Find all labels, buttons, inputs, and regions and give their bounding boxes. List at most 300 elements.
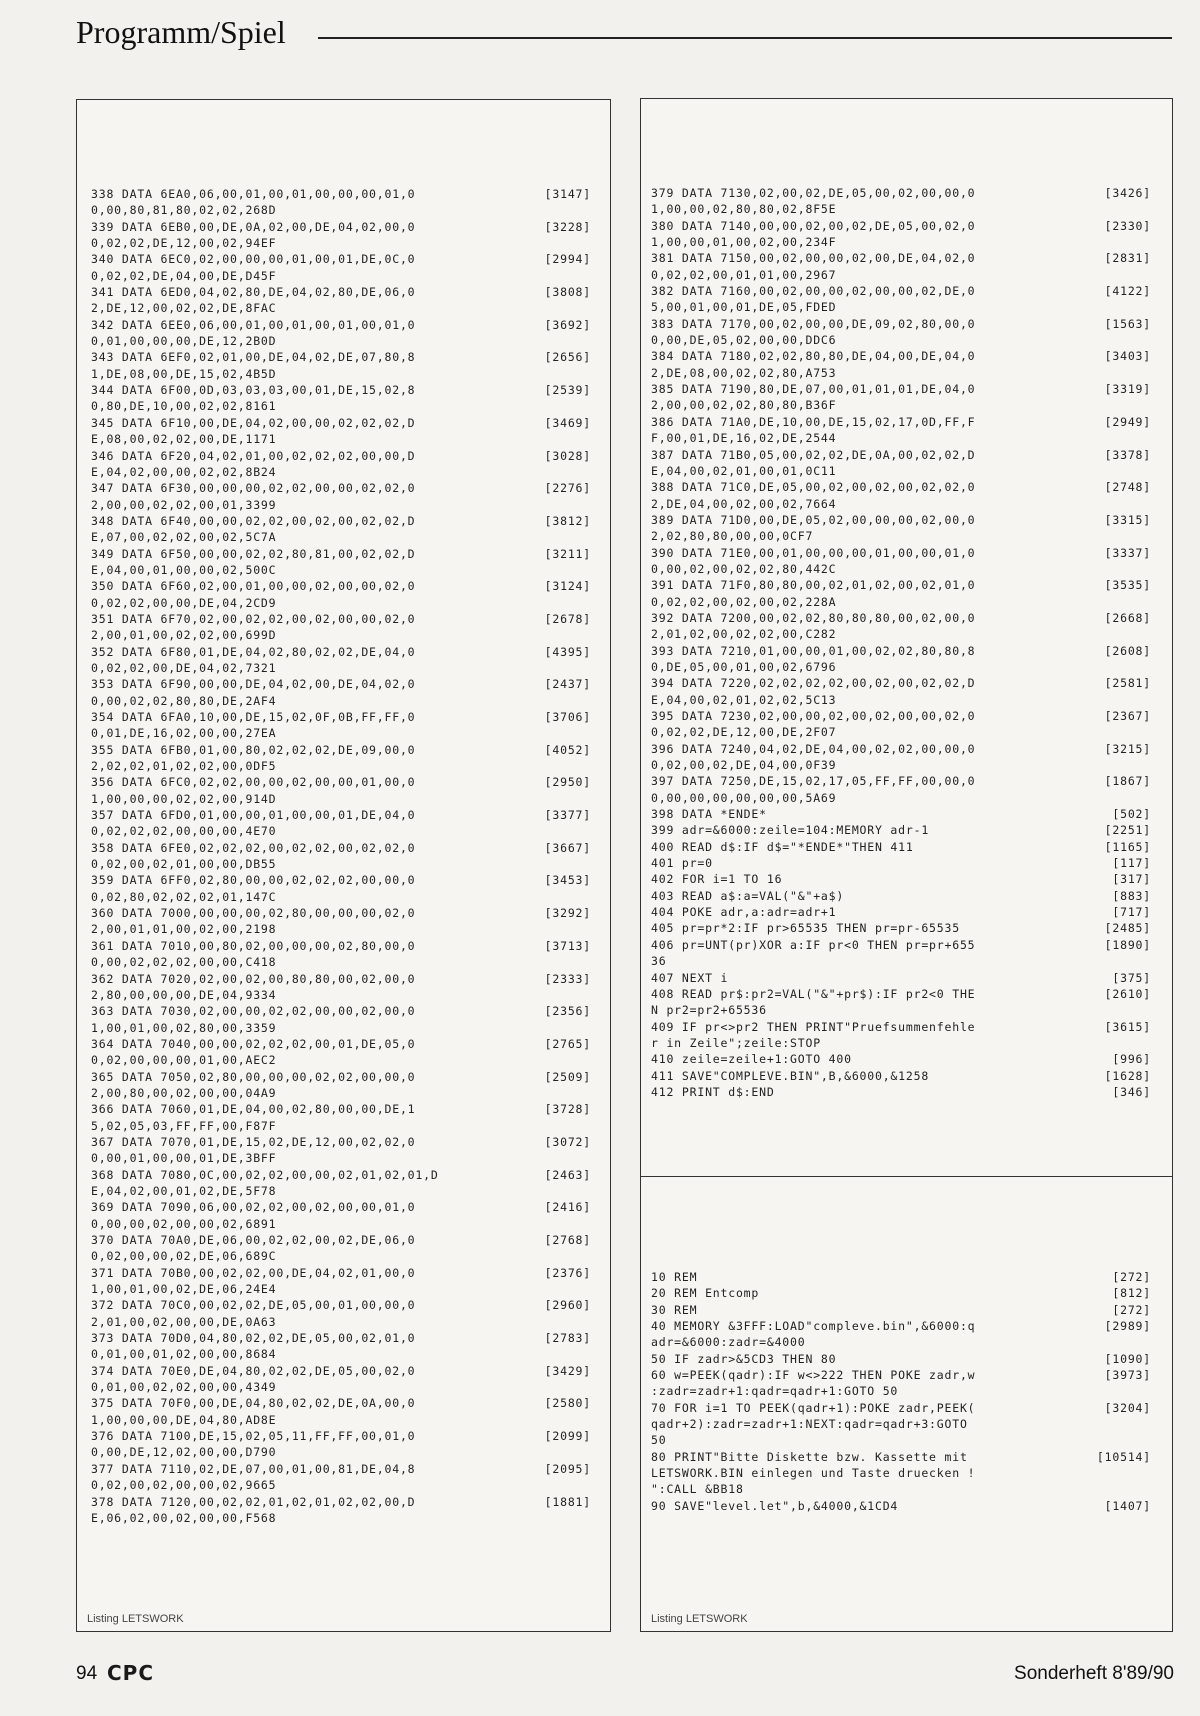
listing-line-code: 2,01,00,02,00,00,DE,0A63 xyxy=(91,1314,277,1329)
listing-line-checksum: [2678] xyxy=(544,611,591,626)
listing-line xyxy=(91,448,591,464)
listing-line-code: E,04,00,01,00,00,02,500C xyxy=(91,562,277,577)
listing-line-code: 2,00,80,00,02,00,00,04A9 xyxy=(91,1085,277,1100)
listing-line-code: 5,02,05,03,FF,FF,00,F87F xyxy=(91,1118,277,1133)
listing-line-code: 389 DATA 71D0,00,DE,05,02,00,00,00,02,00,0 xyxy=(651,512,976,527)
listing-line-checksum: [3706] xyxy=(544,710,591,724)
listing-caption-left: Listing LETSWORK xyxy=(87,1613,184,1625)
listing-line xyxy=(91,725,591,741)
listing-line xyxy=(91,300,591,316)
listing-line-code: 0,02,00,02,00,00,02,9665 xyxy=(91,1478,277,1493)
listing-line-code: 0,02,02,00,01,01,00,2967 xyxy=(651,267,837,282)
listing-line-code: E,04,02,00,01,02,DE,5F78 xyxy=(91,1183,277,1198)
listing-line xyxy=(651,724,1151,740)
listing-line-code: 371 DATA 70B0,00,02,02,00,DE,04,02,01,00,0 xyxy=(91,1265,416,1280)
listing-line-code: 0,00,00,02,00,00,02,6891 xyxy=(91,1216,277,1231)
listing-line-code: 342 DATA 6EE0,06,00,01,00,01,00,01,00,01,0 xyxy=(91,317,416,332)
listing-line-code: 391 DATA 71F0,80,80,00,02,01,02,00,02,01,0 xyxy=(651,578,976,593)
listing-line xyxy=(91,1395,591,1411)
listing-line-code: 10 REM xyxy=(651,1270,698,1284)
listing-line xyxy=(651,806,1151,822)
listing-line xyxy=(91,1052,591,1068)
listing-line xyxy=(91,464,591,480)
listing-line-code: 363 DATA 7030,02,00,00,02,02,00,00,02,00,0 xyxy=(91,1004,416,1019)
listing-line xyxy=(651,871,1151,887)
listing-line-checksum: [1890] xyxy=(1104,937,1151,952)
listing-line-checksum: [2668] xyxy=(1104,610,1151,625)
listing-line-checksum: [502] xyxy=(1112,807,1151,822)
listing-line xyxy=(91,431,591,447)
listing-line-code: 60 w=PEEK(qadr):IF w<>222 THEN POKE zadr,w xyxy=(651,1368,976,1383)
listing-line-code: 0,02,02,00,DE,04,02,7321 xyxy=(91,660,277,675)
listing-line-code: 345 DATA 6F10,00,DE,04,02,00,00,02,02,02,D xyxy=(91,415,416,430)
listing-line-checksum: [3215] xyxy=(1104,741,1151,756)
listing-line-code: 406 pr=UNT(pr)XOR a:IF pr<0 THEN pr=pr+655 xyxy=(651,937,976,952)
listing-line xyxy=(91,1216,591,1232)
listing-line xyxy=(91,1265,591,1281)
listing-line-code: 1,00,01,00,02,80,00,3359 xyxy=(91,1020,277,1035)
listing-line xyxy=(651,675,1151,691)
listing-line-checksum: [3403] xyxy=(1104,349,1151,364)
listing-line xyxy=(651,545,1151,561)
listing-line-code: 0,00,02,00,02,02,80,442C xyxy=(651,561,837,576)
listing-line xyxy=(91,921,591,937)
listing-line xyxy=(91,889,591,905)
listing-line-code: 80 PRINT"Bitte Diskette bzw. Kassette mit xyxy=(651,1449,968,1464)
listing-line-checksum: [3147] xyxy=(544,187,591,201)
listing-line xyxy=(651,267,1151,283)
listing-line xyxy=(91,1150,591,1166)
listing-line-code: 1,00,01,00,02,DE,06,24E4 xyxy=(91,1282,277,1297)
listing-line-checksum: [375] xyxy=(1112,970,1151,985)
listing-line xyxy=(91,1477,591,1493)
listing-line xyxy=(91,382,591,398)
listing-line xyxy=(91,202,591,218)
listing-line-code: 356 DATA 6FC0,02,02,00,00,02,00,00,01,00,0 xyxy=(91,775,416,790)
listing-line xyxy=(651,1051,1151,1067)
listing-line-code: 0,00,02,02,80,80,DE,2AF4 xyxy=(91,693,277,708)
listing-line-code: 400 READ d$:IF d$="*ENDE*"THEN 411 xyxy=(651,839,914,854)
listing-line xyxy=(651,1019,1151,1035)
listing-line xyxy=(91,219,591,235)
listing-line-checksum: [2509] xyxy=(544,1069,591,1084)
listing-line xyxy=(651,1416,1151,1432)
listing-line-code: 396 DATA 7240,04,02,DE,04,00,02,02,00,00,0 xyxy=(651,741,976,756)
listing-line xyxy=(651,348,1151,364)
listing-line xyxy=(91,987,591,1003)
listing-line xyxy=(651,1498,1151,1514)
listing-line xyxy=(651,1035,1151,1051)
listing-line-checksum: [4395] xyxy=(544,644,591,659)
listing-line xyxy=(651,316,1151,332)
listing-line xyxy=(651,218,1151,234)
listing-line xyxy=(651,1481,1151,1497)
listing-line-checksum: [1867] xyxy=(1104,774,1151,789)
listing-line xyxy=(91,1363,591,1379)
listing-line-checksum: [2580] xyxy=(544,1396,591,1411)
listing-line xyxy=(91,578,591,594)
listing-line-code: 412 PRINT d$:END xyxy=(651,1084,775,1099)
listing-line-checksum: [717] xyxy=(1112,905,1151,920)
listing-line xyxy=(651,953,1151,969)
listing-line-checksum: [3426] xyxy=(1104,186,1151,200)
listing-line-checksum: [812] xyxy=(1112,1286,1151,1301)
listing-line-checksum: [2095] xyxy=(544,1461,591,1476)
listing-line-code: 404 POKE adr,a:adr=adr+1 xyxy=(651,905,837,920)
listing-line xyxy=(91,905,591,921)
listing-line-code: :zadr=zadr+1:qadr=qadr+1:GOTO 50 xyxy=(651,1384,899,1399)
listing-line xyxy=(651,1465,1151,1481)
listing-line-code: LETSWORK.BIN einlegen und Taste druecken ! xyxy=(651,1466,976,1481)
listing-line xyxy=(91,1134,591,1150)
listing-line-code: 366 DATA 7060,01,DE,04,00,02,80,00,00,DE,1 xyxy=(91,1102,416,1117)
listing-line xyxy=(91,1085,591,1101)
listing-panel-entcomp xyxy=(640,1176,1173,1632)
listing-line-code: 0,00,DE,12,02,00,00,D790 xyxy=(91,1445,277,1460)
listing-line-code: 338 DATA 6EA0,06,00,01,00,01,00,00,00,01,0 xyxy=(91,187,416,201)
listing-line xyxy=(91,644,591,660)
listing-line-code: 377 DATA 7110,02,DE,07,00,01,00,81,DE,04,8 xyxy=(91,1461,416,1476)
listing-line xyxy=(91,497,591,513)
listing-line-code: 402 FOR i=1 TO 16 xyxy=(651,872,783,887)
listing-line-code: 2,01,02,00,02,02,00,C282 xyxy=(651,627,837,642)
listing-line-code: 70 FOR i=1 TO PEEK(qadr+1):POKE zadr,PEEK( xyxy=(651,1400,976,1415)
listing-line-checksum: [117] xyxy=(1112,856,1151,871)
listing-line xyxy=(91,611,591,627)
page-number: 94 xyxy=(76,1663,98,1684)
listing-line-checksum: [3124] xyxy=(544,579,591,594)
listing-line xyxy=(651,970,1151,986)
listing-line-code: 370 DATA 70A0,DE,06,00,02,02,00,02,DE,06,0 xyxy=(91,1233,416,1247)
listing-line-checksum: [1563] xyxy=(1104,316,1151,331)
listing-line xyxy=(651,463,1151,479)
listing-line-code: 36 xyxy=(651,954,667,969)
listing-line-code: F,00,01,DE,16,02,DE,2544 xyxy=(651,431,837,446)
listing-line-code: 367 DATA 7070,01,DE,15,02,DE,12,00,02,02,0 xyxy=(91,1134,416,1149)
listing-line xyxy=(91,823,591,839)
listing-line xyxy=(651,234,1151,250)
listing-line-code: 1,DE,08,00,DE,15,02,4B5D xyxy=(91,366,277,381)
listing-line xyxy=(91,1444,591,1460)
listing-line-code: 398 DATA *ENDE* xyxy=(651,807,767,822)
listing-panel-right xyxy=(640,98,1173,1178)
listing-line xyxy=(651,839,1151,855)
listing-line-code: 388 DATA 71C0,DE,05,00,02,00,02,00,02,02,0 xyxy=(651,480,976,495)
listing-line-checksum: [996] xyxy=(1112,1052,1151,1067)
listing-line-code: 409 IF pr<>pr2 THEN PRINT"Pruefsummenfehle xyxy=(651,1019,976,1034)
listing-line-code: 0,80,DE,10,00,02,02,8161 xyxy=(91,399,277,414)
listing-line-code: 0,02,02,02,00,00,00,4E70 xyxy=(91,824,277,839)
listing-line xyxy=(651,986,1151,1002)
listing-line xyxy=(91,1379,591,1395)
listing-line-checksum: [2656] xyxy=(544,350,591,365)
listing-line-code: 383 DATA 7170,00,02,00,00,DE,09,02,80,00,0 xyxy=(651,316,976,331)
listing-line xyxy=(651,692,1151,708)
listing-line-code: 390 DATA 71E0,00,01,00,00,00,01,00,00,01,0 xyxy=(651,545,976,560)
listing-line-checksum: [2539] xyxy=(544,383,591,398)
listing-line xyxy=(651,496,1151,512)
listing-line-code: 2,00,01,01,00,02,00,2198 xyxy=(91,922,277,937)
listing-line xyxy=(91,1101,591,1117)
listing-line-code: 393 DATA 7210,01,00,00,01,00,02,02,80,80,8 xyxy=(651,643,976,658)
listing-line xyxy=(651,447,1151,463)
listing-line xyxy=(91,1003,591,1019)
listing-line xyxy=(91,676,591,692)
listing-line-code: E,06,02,00,02,00,00,F568 xyxy=(91,1510,277,1525)
listing-line-code: 380 DATA 7140,00,00,02,00,02,DE,05,00,02,0 xyxy=(651,218,976,233)
listing-line xyxy=(651,855,1151,871)
listing-line xyxy=(91,235,591,251)
listing-line-checksum: [2831] xyxy=(1104,251,1151,266)
listing-line-code: 343 DATA 6EF0,02,01,00,DE,04,02,DE,07,80,8 xyxy=(91,350,416,365)
listing-line-checksum: [3028] xyxy=(544,448,591,463)
listing-line xyxy=(91,366,591,382)
listing-line xyxy=(651,512,1151,528)
page-title: Programm/Spiel xyxy=(76,14,286,50)
listing-line-checksum: [2768] xyxy=(544,1233,591,1247)
listing-line-code: 2,80,00,00,00,DE,04,9334 xyxy=(91,987,277,1002)
listing-line-code: 0,02,00,02,01,00,00,DB55 xyxy=(91,857,277,872)
listing-line-code: 0,01,00,00,00,DE,12,2B0D xyxy=(91,334,277,349)
listing-line-checksum: [3211] xyxy=(544,546,591,561)
listing-line xyxy=(651,430,1151,446)
listing-line-code: 0,02,02,00,00,DE,04,2CD9 xyxy=(91,595,277,610)
listing-line-code: 394 DATA 7220,02,02,02,02,00,02,00,02,02,D xyxy=(651,676,976,691)
listing-line xyxy=(91,595,591,611)
listing-line xyxy=(91,398,591,414)
listing-line-code: 365 DATA 7050,02,80,00,00,00,02,02,00,00,0 xyxy=(91,1069,416,1084)
listing-line-code: 395 DATA 7230,02,00,00,02,00,02,00,00,02,0 xyxy=(651,709,976,723)
listing-line xyxy=(91,627,591,643)
listing-line-code: 410 zeile=zeile+1:GOTO 400 xyxy=(651,1052,852,1067)
listing-line-checksum: [3812] xyxy=(544,513,591,528)
listing-line-code: 0,00,01,00,00,01,DE,3BFF xyxy=(91,1151,277,1166)
listing-line-code: 1,00,00,01,00,02,00,234F xyxy=(651,235,837,250)
listing-line-code: 359 DATA 6FF0,02,80,00,00,02,02,02,00,00,0 xyxy=(91,873,416,888)
listing-line-code: 362 DATA 7020,02,00,02,00,80,80,00,02,00,0 xyxy=(91,971,416,986)
listing-line-checksum: [1628] xyxy=(1104,1068,1151,1083)
listing-line xyxy=(91,742,591,758)
listing-line-checksum: [2581] xyxy=(1104,676,1151,691)
listing-line-code: 407 NEXT i xyxy=(651,970,729,985)
listing-line-code: 354 DATA 6FA0,10,00,DE,15,02,0F,0B,FF,FF,0 xyxy=(91,710,416,724)
listing-line xyxy=(651,920,1151,936)
listing-line-code: 90 SAVE"level.let",b,&4000,&1CD4 xyxy=(651,1498,899,1513)
listing-line-code: 352 DATA 6F80,01,DE,04,02,80,02,02,DE,04,0 xyxy=(91,644,416,659)
listing-line-code: 2,DE,12,00,02,02,DE,8FAC xyxy=(91,301,277,316)
listing-line xyxy=(91,938,591,954)
listing-line xyxy=(651,1302,1151,1318)
listing-line xyxy=(91,856,591,872)
listing-line-code: 376 DATA 7100,DE,15,02,05,11,FF,FF,00,01,0 xyxy=(91,1429,416,1444)
listing-line xyxy=(91,415,591,431)
listing-line-checksum: [883] xyxy=(1112,888,1151,903)
listing-line-checksum: [3728] xyxy=(544,1102,591,1117)
listing-line-checksum: [1165] xyxy=(1104,839,1151,854)
listing-line-checksum: [3713] xyxy=(544,938,591,953)
listing-line-code: 399 adr=&6000:zeile=104:MEMORY adr-1 xyxy=(651,823,930,838)
listing-line xyxy=(91,186,591,202)
listing-line xyxy=(91,840,591,856)
listing-line-code: 405 pr=pr*2:IF pr>65535 THEN pr=pr-65535 xyxy=(651,921,960,936)
listing-line-checksum: [2276] xyxy=(544,481,591,496)
listing-line-code: 0,00,80,81,80,02,02,268D xyxy=(91,203,277,218)
listing-line-checksum: [3973] xyxy=(1104,1368,1151,1383)
listing-line-checksum: [3808] xyxy=(544,285,591,300)
header-rule xyxy=(318,37,1172,39)
listing-line-code: 384 DATA 7180,02,02,80,80,DE,04,00,DE,04,0 xyxy=(651,349,976,364)
listing-line-checksum: [4122] xyxy=(1104,284,1151,299)
listing-line-checksum: [2950] xyxy=(544,775,591,790)
listing-line xyxy=(91,1428,591,1444)
listing-line-code: 361 DATA 7010,00,80,02,00,00,00,02,80,00,0 xyxy=(91,938,416,953)
listing-line xyxy=(651,822,1151,838)
listing-line-checksum: [2994] xyxy=(544,252,591,267)
listing-line-checksum: [2989] xyxy=(1104,1319,1151,1334)
listing-line xyxy=(651,1449,1151,1465)
listing-line-code: 408 READ pr$:pr2=VAL("&"+pr$):IF pr2<0 THE xyxy=(651,986,976,1001)
listing-line-code: 0,01,00,01,02,00,00,8684 xyxy=(91,1347,277,1362)
listing-line-code: 50 xyxy=(651,1433,667,1448)
listing-line xyxy=(91,971,591,987)
listing-line-checksum: [3315] xyxy=(1104,512,1151,527)
listing-line xyxy=(651,381,1151,397)
listing-line xyxy=(91,480,591,496)
listing-line-checksum: [2960] xyxy=(544,1298,591,1313)
listing-line xyxy=(651,757,1151,773)
listing-line-code: 378 DATA 7120,00,02,02,01,02,01,02,02,00,D xyxy=(91,1494,416,1509)
listing-line-checksum: [272] xyxy=(1112,1302,1151,1317)
listing-line xyxy=(651,659,1151,675)
listing-line-checksum: [3453] xyxy=(544,873,591,888)
listing-line xyxy=(651,1269,1151,1285)
listing-line-checksum: [2765] xyxy=(544,1036,591,1051)
listing-line-code: 369 DATA 7090,06,00,02,02,00,02,00,00,01,0 xyxy=(91,1200,416,1215)
listing-line-code: 348 DATA 6F40,00,00,02,02,00,02,00,02,02,D xyxy=(91,513,416,528)
listing-line-checksum: [2437] xyxy=(544,677,591,692)
listing-line-code: 368 DATA 7080,0C,00,02,02,00,00,02,01,02,01,D xyxy=(91,1167,439,1182)
listing-line-code: 339 DATA 6EB0,00,DE,0A,02,00,DE,04,02,00,0 xyxy=(91,219,416,234)
listing-line-code: 0,02,02,DE,12,00,DE,2F07 xyxy=(651,725,837,740)
listing-line xyxy=(91,1020,591,1036)
listing-line-code: 347 DATA 6F30,00,00,00,02,02,00,00,02,02,0 xyxy=(91,481,416,496)
listing-line xyxy=(91,513,591,529)
listing-line-checksum: [2608] xyxy=(1104,643,1151,658)
listing-line-checksum: [2330] xyxy=(1104,218,1151,233)
listing-line xyxy=(91,349,591,365)
listing-line xyxy=(91,660,591,676)
listing-line-code: 350 DATA 6F60,02,00,01,00,00,02,00,00,02,0 xyxy=(91,579,416,594)
listing-line-code: E,04,00,02,01,00,01,0C11 xyxy=(651,463,837,478)
listing-line-code: 0,00,DE,05,02,00,00,DDC6 xyxy=(651,333,837,348)
listing-line xyxy=(651,365,1151,381)
listing-line xyxy=(91,284,591,300)
listing-line-code: 401 pr=0 xyxy=(651,856,713,871)
listing-line-code: 387 DATA 71B0,05,00,02,02,DE,0A,00,02,02,D xyxy=(651,447,976,462)
listing-line-code: 373 DATA 70D0,04,80,02,02,DE,05,00,02,01,0 xyxy=(91,1331,416,1346)
listing-line-checksum: [2416] xyxy=(544,1200,591,1215)
listing-line-code: 1,00,00,00,DE,04,80,AD8E xyxy=(91,1412,277,1427)
listing-line-checksum: [3469] xyxy=(544,415,591,430)
listing-line-code: 344 DATA 6F00,0D,03,03,03,00,01,DE,15,02,8 xyxy=(91,383,416,398)
listing-line-checksum: [3377] xyxy=(544,808,591,823)
listing-line xyxy=(91,1167,591,1183)
listing-line-code: r in Zeile";zeile:STOP xyxy=(651,1035,821,1050)
listing-line xyxy=(91,1412,591,1428)
listing-line-checksum: [3319] xyxy=(1104,382,1151,397)
listing-line-checksum: [3535] xyxy=(1104,578,1151,593)
listing-line xyxy=(651,1432,1151,1448)
listing-line-code: 382 DATA 7160,00,02,00,00,02,00,00,02,DE,0 xyxy=(651,284,976,299)
listing-line-checksum: [1407] xyxy=(1104,1498,1151,1513)
listing-line-code: 0,DE,05,00,01,00,02,6796 xyxy=(651,659,837,674)
listing-line-checksum: [3667] xyxy=(544,840,591,855)
listing-line xyxy=(651,626,1151,642)
listing-line xyxy=(651,577,1151,593)
listing-line xyxy=(651,741,1151,757)
listing-line-code: 0,02,02,00,02,00,02,228A xyxy=(651,594,837,609)
listing-line xyxy=(91,1232,591,1248)
listing-line xyxy=(91,807,591,823)
listing-line-code: 375 DATA 70F0,00,DE,04,80,02,02,DE,0A,00,0 xyxy=(91,1396,416,1411)
listing-line-checksum: [346] xyxy=(1112,1084,1151,1099)
listing-line-code: E,04,02,00,00,02,02,8B24 xyxy=(91,464,277,479)
listing-line xyxy=(651,1367,1151,1383)
listing-line xyxy=(91,791,591,807)
issue-label: Sonderheft 8'89/90 xyxy=(1014,1663,1174,1684)
listing-line xyxy=(91,1346,591,1362)
listing-line xyxy=(651,332,1151,348)
listing-line-checksum: [3692] xyxy=(544,317,591,332)
listing-code-right xyxy=(651,185,1151,1100)
listing-line-code: E,04,00,02,01,02,02,5C13 xyxy=(651,692,837,707)
listing-line xyxy=(651,528,1151,544)
listing-line-checksum: [1881] xyxy=(544,1494,591,1509)
listing-line xyxy=(651,1351,1151,1367)
listing-line xyxy=(651,790,1151,806)
listing-line-code: 392 DATA 7200,00,02,02,80,80,80,00,02,00,0 xyxy=(651,610,976,625)
listing-line-checksum: [2356] xyxy=(544,1004,591,1019)
listing-line-checksum: [2251] xyxy=(1104,823,1151,838)
listing-line-code: 364 DATA 7040,00,00,02,02,02,00,01,DE,05,0 xyxy=(91,1036,416,1051)
listing-line-checksum: [2463] xyxy=(544,1167,591,1182)
listing-line xyxy=(651,904,1151,920)
listing-line xyxy=(651,1068,1151,1084)
listing-line xyxy=(91,1281,591,1297)
listing-line-checksum: [3429] xyxy=(544,1363,591,1378)
listing-line xyxy=(651,1383,1151,1399)
listing-line xyxy=(91,1494,591,1510)
listing-line-checksum: [2376] xyxy=(544,1265,591,1280)
listing-line xyxy=(651,937,1151,953)
listing-line xyxy=(91,872,591,888)
listing-line xyxy=(651,479,1151,495)
listing-line-code: adr=&6000:zadr=&4000 xyxy=(651,1335,806,1350)
listing-line xyxy=(651,773,1151,789)
listing-line-code: 2,02,80,80,00,00,0CF7 xyxy=(651,529,814,544)
listing-line-code: 346 DATA 6F20,04,02,01,00,02,02,02,00,00,D xyxy=(91,448,416,463)
listing-line xyxy=(651,561,1151,577)
listing-line-code: 349 DATA 6F50,00,00,02,02,80,81,00,02,02,D xyxy=(91,546,416,561)
listing-line-code: E,07,00,02,02,00,02,5C7A xyxy=(91,530,277,545)
listing-line xyxy=(91,954,591,970)
listing-line xyxy=(91,1183,591,1199)
listing-line xyxy=(91,709,591,725)
listing-line xyxy=(651,1002,1151,1018)
listing-line-code: 341 DATA 6ED0,04,02,80,DE,04,02,80,DE,06,0 xyxy=(91,285,416,300)
listing-line xyxy=(651,299,1151,315)
listing-line xyxy=(651,1084,1151,1100)
